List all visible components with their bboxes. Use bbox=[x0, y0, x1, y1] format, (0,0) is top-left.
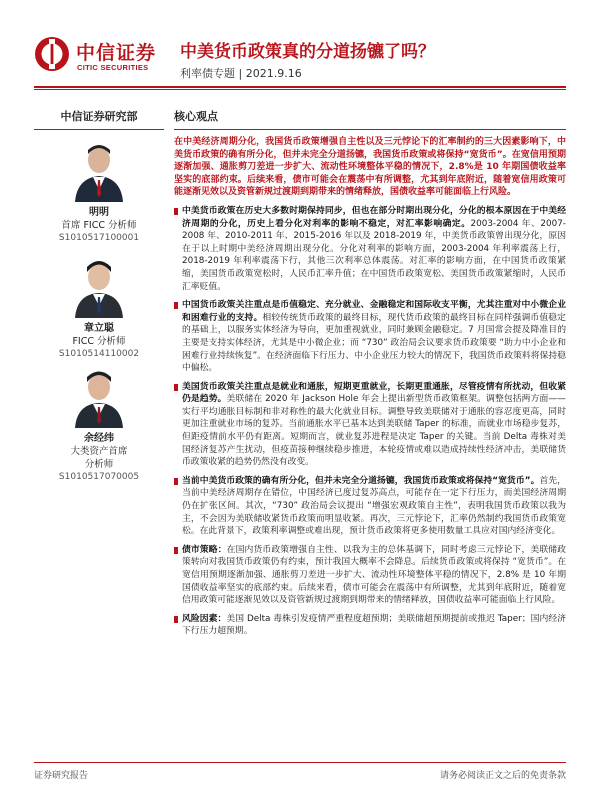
analyst-card bbox=[34, 366, 164, 484]
paragraph-lead: 美国货币政策关注重点是就业和通胀，短期更重就业，长期更重通胀，尽管疫情有所扰动，但收紧仍是趋势。 bbox=[182, 381, 566, 405]
separator: | bbox=[238, 67, 243, 80]
report-title: 中美货币政策真的分道扬镳了吗？ bbox=[180, 42, 435, 62]
body-paragraph bbox=[174, 544, 566, 607]
analyst-card bbox=[34, 256, 164, 361]
bullet-marker bbox=[174, 208, 178, 215]
report-series: 利率债专题 bbox=[180, 67, 235, 80]
citic-logo bbox=[34, 36, 170, 76]
bullet-marker bbox=[174, 616, 178, 623]
analyst-title: FICC 分析师 bbox=[72, 336, 126, 347]
analyst-card bbox=[34, 140, 164, 245]
summary-paragraph: 在中美经济周期分化，我国货币政策增强自主性以及三元悖论下的汇率制约的三大因素影响下，中美货币政策的确有所分化，但并未完全分道扬镳，我国货币政策或将保持“宽货币”。在宽信用预期逐渐加强、通胀剪刀差进一步扩大、流动性环境整体平稳的情况下，2.8%是 10 年期国债收益率坚实的底部约束。后续来看，债市可能会在震荡中有所调整，尤其到年底附近，随着宽信用政策可能逐渐见效以及资管新规过渡期到期带来的情绪释放，国债收益率可能面临上行风险。 bbox=[174, 137, 566, 198]
analyst-column bbox=[34, 108, 164, 482]
paragraph-lead: 风险因素： bbox=[182, 613, 227, 624]
analyst-photo bbox=[71, 140, 127, 202]
paragraph-lead: 债市策略： bbox=[182, 544, 227, 555]
header-divider bbox=[34, 86, 566, 88]
analyst-name: 明明 bbox=[89, 207, 109, 218]
footer-disclaimer: 请务必阅读正文之后的免责条款 bbox=[439, 771, 566, 781]
bullet-marker bbox=[174, 384, 178, 391]
analyst-license: S1010514110002 bbox=[58, 349, 140, 359]
header-divider-thin bbox=[34, 89, 566, 90]
bullet-marker bbox=[174, 478, 178, 485]
footer-divider bbox=[34, 762, 566, 763]
citic-logo-icon bbox=[34, 36, 70, 72]
paragraph-lead: 中美货币政策在历史大多数时期保持同步，但也在部分时期出现分化，分化的根本原因在于中美经济周期的分化，历史上看分化对利率的影响不稳定，对汇率影响确定。 bbox=[182, 205, 566, 229]
analyst-name: 章立聪 bbox=[84, 323, 114, 334]
logo-english-text: CITIC SECURITIES bbox=[77, 63, 149, 72]
body-paragraph bbox=[174, 381, 566, 469]
report-header bbox=[0, 0, 600, 100]
paragraph-body: 相较传统货币政策的最终目标，现代货币政策的最终目标在同样强调币值稳定的基础上，以服务实体经济为导向，更加重视就业，同时兼顾金融稳定。7 月国常会提及降准目的主要是支持实体经济，尤其是中小微企业；而 “730” 政治局会议要求货币政策要 “助力中小企业和困难行业持续恢复”。在经济面临下行压力、中小企业压力较大的情况下，我国货币政策料将保持稳中偏松。 bbox=[182, 312, 566, 374]
section-heading: 核心观点 bbox=[174, 108, 566, 130]
body-paragraph bbox=[174, 299, 566, 375]
report-date: 2021.9.16 bbox=[245, 67, 302, 80]
analyst-photo bbox=[71, 366, 127, 428]
body-paragraph bbox=[174, 475, 566, 538]
bullet-marker bbox=[174, 547, 178, 554]
department-heading: 中信证券研究部 bbox=[34, 108, 164, 130]
logo-chinese-text: 中信证券 bbox=[76, 42, 157, 64]
paragraph-lead: 当前中美货币政策的确有所分化，但并未完全分道扬镳，我国货币政策或将保持“宽货币”。 bbox=[182, 475, 540, 486]
analyst-title-line2: 分析师 bbox=[84, 459, 114, 470]
paragraph-body: 在国内货币政策增强自主性、以我为主的总体基调下，同时考虑三元悖论下，美联储政策转向对我国货币政策仍有约束，预计我国大概率不会降息。后续货币政策或将保持 “宽货币”。在宽信用预期逐渐加强、通胀剪刀差进一步扩大、流动性环境整体平稳的情况下，2.8% 是 10 年期国债收益率坚实的底部约束。后续来看，债市可能会在震荡中有所调整，尤其到年底附近，随着宽信用政策可能逐渐见效以及资管新规过渡期到期带来的情绪释放，国债收益率可能面临上行风险。 bbox=[182, 544, 566, 606]
analyst-license: S1010517100001 bbox=[58, 233, 140, 243]
body-paragraph bbox=[174, 205, 566, 293]
analyst-title: 大类资产首席 bbox=[70, 446, 128, 457]
bullet-marker bbox=[174, 302, 178, 309]
paragraph-body: 美国 Delta 毒株引发疫情严重程度超预期；美联储超预期提前或推迟 Taper；国内经济下行压力超预期。 bbox=[182, 613, 566, 637]
analyst-name: 余经纬 bbox=[84, 433, 114, 444]
paragraph-body: 美联储在 2020 年 Jackson Hole 年会上提出新型货币政策框架。调整包括两方面——实行平均通胀目标制和非对称性的最大化就业目标。调整导致美联储对于通胀的容忍度更高，同时更加注重就业市场的复苏。当前通胀水平已基本达到美联储 Taper 的标准，而就业市场稳步复苏，但距疫情前水平仍有距离。短期而言，就业复苏进程是决定 Taper 的关键。当前 Delta 毒株对美国经济复苏产生扰动，但疫苗接种继续稳步推进，本轮疫情或难以造成持续性经济冲击，美联储货币政策收紧的趋势仍然没有改变。 bbox=[182, 394, 566, 468]
analyst-title: 首席 FICC 分析师 bbox=[61, 220, 137, 231]
analyst-license: S1010517070005 bbox=[58, 472, 140, 482]
report-subline bbox=[180, 65, 302, 81]
paragraph-body: 2003-2004 年、2007-2008 年、2010-2011 年、2015-2016 年以及 2018-2019 年，中美货币政策曾出现分化，原因在于以上时期中美经济周期出现分化。分化对利率的影响方面，2003-2004 年利率震荡上行，2018-2019 年利率震荡下行，其他三次利率总体震荡。对汇率的影响方面，在中国货币政策紧缩，美国货币政策宽松时，人民币汇率升值；在中国货币政策宽松、美国货币政策紧缩时，人民币汇率贬值。 bbox=[182, 218, 566, 292]
core-views-column bbox=[174, 108, 566, 644]
paragraph-body: 首先，当前中美经济周期存在错位，中国经济已度过复苏高点，可能存在一定下行压力，而美国经济周期仍在扩张区间。其次，“730” 政治局会议提出 “增强宏观政策自主性”，表明我国货币政策以我为主，不会因为美联储收紧货币政策而明显收紧。再次，三元悖论下，汇率仍然制约我国货币政策宽松。在此背景下，政策利率调整或难出现，预计货币政策将更多使用数量工具应对国内经济变化。 bbox=[182, 475, 566, 537]
footer-left-text: 证券研究报告 bbox=[34, 771, 89, 781]
body-paragraph bbox=[174, 613, 566, 638]
paragraph-lead: 中国货币政策关注重点是币值稳定、充分就业、金融稳定和国际收支平衡，尤其注重对中小微企业和困难行业的支持。 bbox=[182, 300, 566, 323]
analyst-photo bbox=[71, 256, 127, 318]
